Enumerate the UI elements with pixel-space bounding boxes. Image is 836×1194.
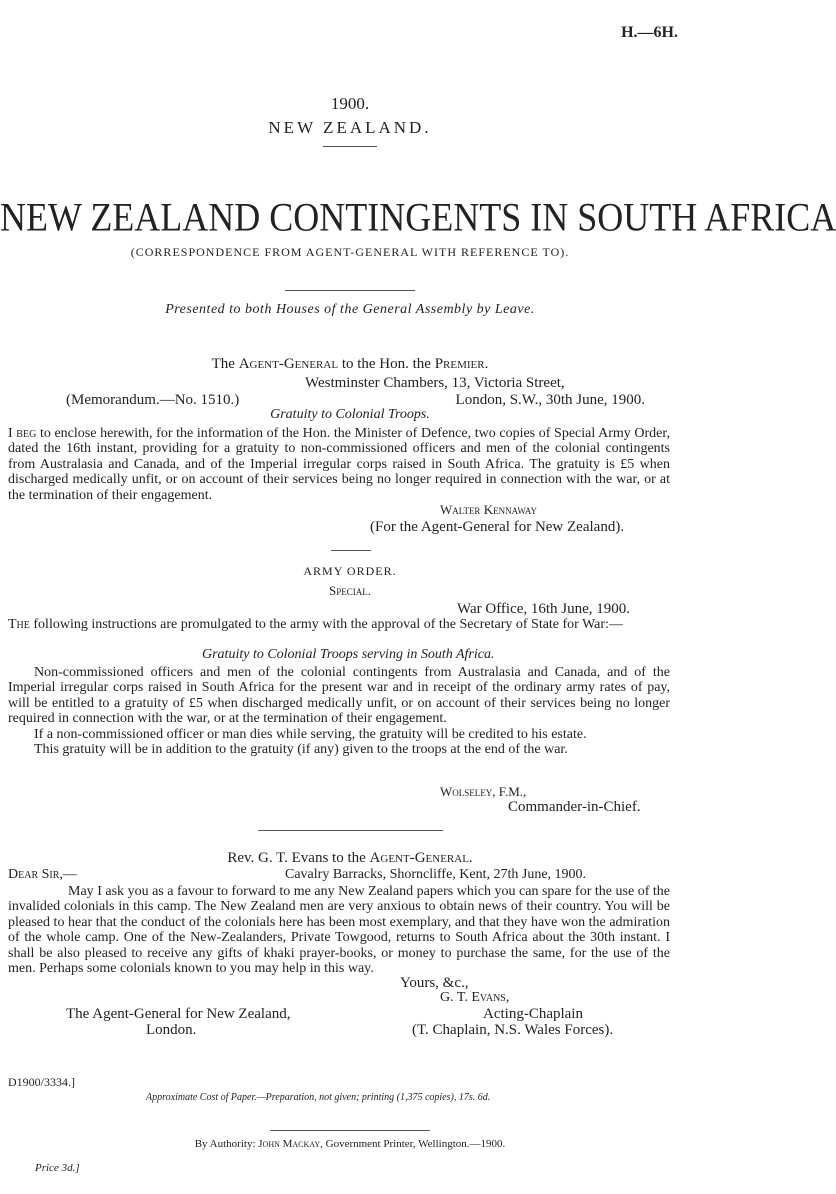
divider <box>270 1130 430 1131</box>
letter1-address-line2: London, S.W., 30th June, 1900. <box>455 392 645 408</box>
army-order-body <box>8 665 670 757</box>
letter1-memo-ref: (Memorandum.—No. 1510.) <box>66 392 240 408</box>
army-order-signature: Wolseley, F.M., <box>440 784 527 799</box>
divider <box>323 146 377 147</box>
letter2-signature-title: Acting-Chaplain <box>483 1006 583 1022</box>
letter1-signature: Walter Kennaway <box>440 502 538 517</box>
footer-price: Price 3d.] <box>35 1162 80 1174</box>
subtitle: (CORRESPONDENCE FROM AGENT-GENERAL WITH REFERENCE TO). <box>130 245 570 259</box>
army-order-title: ARMY ORDER. <box>303 564 397 578</box>
year: 1900. <box>330 94 370 113</box>
army-order-para1: Non-commissioned officers and men of the colonial contingents from Australasia and Canada, and of the Imperial irregular corps raised in South Africa for the present war and in receipt of the ordinary army rates of pay, will be entitled to a gratuity of £5 when discharged medically unfit, or on account of their services being no longer required in connection with the war, or at the termination of their engagement. <box>8 665 670 727</box>
letter2-signature-role: (T. Chaplain, N.S. Wales Forces). <box>412 1022 614 1038</box>
footer-cost: Approximate Cost of Paper.—Preparation, not given; printing (1,375 copies), 17s. 6d. <box>146 1092 491 1103</box>
letter1-signature-role: (For the Agent-General for New Zealand). <box>370 519 625 535</box>
letter2-body: May I ask you as a favour to forward to me any New Zealand papers which you can spare for the use of the invalided colonials in this camp. The New Zealand men are very anxious to obtain news of their country. You will be pleased to hear that the conduct of the colonials here has been most exemplary, and that they have won the admiration of the whole camp. One of the New-Zealanders, Private Towgood, returns to South Africa about the 30th instant. I shall be also pleased to receive any gifts of khaki prayer-books, or money to purchase the same, for the use of the men. Perhaps some colonials known to you may help in this way. <box>8 884 670 977</box>
army-order-special: Special. <box>329 583 371 598</box>
letter2-signature: G. T. Evans, <box>440 990 510 1005</box>
main-title: NEW ZEALAND CONTINGENTS IN SOUTH AFRICA <box>0 194 836 240</box>
letter2-heading: Rev. G. T. Evans to the Agent-General. <box>227 850 473 866</box>
letter2-salutation: Dear Sir,— <box>8 867 77 882</box>
letter2-addressee-line1: The Agent-General for New Zealand, <box>66 1006 291 1022</box>
letter1-subject: Gratuity to Colonial Troops. <box>270 407 430 422</box>
divider <box>258 830 443 831</box>
footer-authority: By Authority: John Mackay, Government Printer, Wellington.—1900. <box>194 1138 506 1150</box>
letter1-address-line1: Westminster Chambers, 13, Victoria Street, <box>305 375 565 391</box>
letter1-body: I beg to enclose herewith, for the information of the Hon. the Minister of Defence, two copies of Special Army Order, dated the 16th instant, providing for a gratuity to non-commissioned officers and men of the colonial contingents from Australasia and Canada, and of the Imperial irregular corps raised in South Africa. The gratuity is £5 when discharged medically unfit, or on account of their services being no longer required in connection with the war, or at the termination of their engagement. <box>8 426 670 503</box>
army-order-para2: If a non-commissioned officer or man dies while serving, the gratuity will be credited to his estate. <box>34 726 587 742</box>
letter2-closing: Yours, &c., <box>400 975 469 991</box>
letter2-address: Cavalry Barracks, Shorncliffe, Kent, 27th June, 1900. <box>285 867 587 882</box>
country: NEW ZEALAND. <box>268 118 432 137</box>
document-code: H.—6H. <box>621 24 678 41</box>
presented-line: Presented to both Houses of the General Assembly by Leave. <box>165 302 535 317</box>
army-order-para3: This gratuity will be in addition to the gratuity (if any) given to the troops at the end of the war. <box>34 742 568 758</box>
letter2-addressee-line2: London. <box>146 1022 197 1038</box>
divider <box>331 550 371 551</box>
footer-ref: D1900/3334.] <box>8 1075 75 1089</box>
army-order-place-date: War Office, 16th June, 1900. <box>457 601 631 617</box>
army-order-subject: Gratuity to Colonial Troops serving in South Africa. <box>202 647 495 662</box>
army-order-signature-role: Commander-in-Chief. <box>508 799 641 815</box>
letter1-heading: The Agent-General to the Hon. the Premier. <box>211 356 489 372</box>
divider <box>285 290 415 291</box>
army-order-intro: The following instructions are promulgated to the army with the approval of the Secretary of State for War:— <box>8 617 623 632</box>
